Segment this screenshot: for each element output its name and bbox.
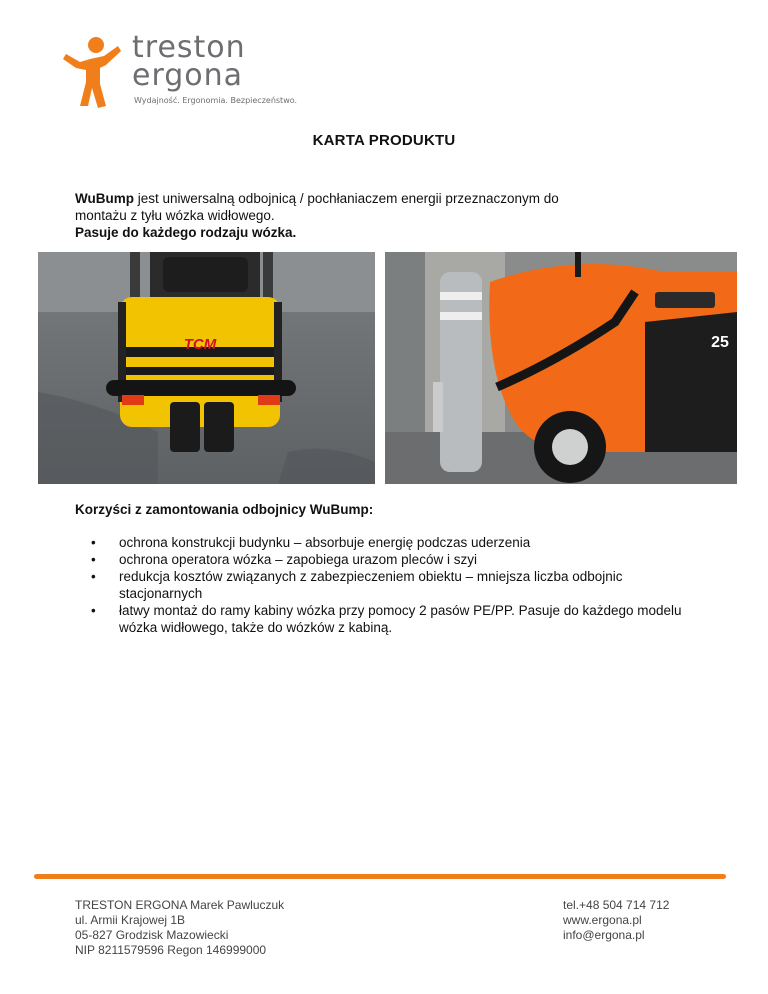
- tcm-logo-text: TCM: [183, 336, 217, 353]
- bullet-icon: •: [91, 603, 96, 618]
- bullet-icon: •: [91, 535, 96, 550]
- bullet-icon: •: [91, 569, 96, 584]
- intro-paragraph: [75, 190, 695, 241]
- footer-phone: tel.+48 504 714 712: [563, 898, 670, 912]
- forklift-photo-right: [385, 252, 737, 484]
- benefit-text: redukcja kosztów związanych z zabezpieczeniem obiektu – mniejsza liczba odbojnic stacjonarnych: [119, 569, 623, 601]
- footer-website: www.ergona.pl: [563, 913, 642, 927]
- company-logo: [60, 30, 298, 112]
- intro-line-1-text: jest uniwersalną odbojnicą / pochłaniaczem energii przeznaczonym do: [134, 191, 559, 206]
- footer-city: 05-827 Grodzisk Mazowiecki: [75, 928, 229, 942]
- footer-tax-ids: NIP 8211579596 Regon 146999000: [75, 943, 267, 957]
- benefits-heading: Korzyści z zamontowania odbojnicy WuBump:: [75, 502, 374, 517]
- brand-name: WuBump: [75, 191, 134, 206]
- bullet-icon: •: [91, 552, 96, 567]
- footer-email: info@ergona.pl: [563, 928, 645, 942]
- person-logo-icon: [60, 32, 126, 110]
- benefit-text: ochrona operatora wózka – zapobiega urazom pleców i szyi: [119, 552, 477, 567]
- footer-company-name: TRESTON ERGONA Marek Pawluczuk: [75, 898, 285, 912]
- intro-line-1: [75, 190, 695, 207]
- logo-line-2: ergona: [132, 58, 244, 93]
- logo-tagline: Wydajność. Ergonomia. Bezpieczeństwo.: [134, 96, 298, 105]
- intro-line-2: montażu z tyłu wózka widłowego.: [75, 208, 275, 223]
- footer-company-info: [75, 898, 284, 958]
- footer-divider: [34, 874, 726, 879]
- logo-wordmark: [132, 30, 246, 93]
- list-item: [91, 602, 691, 636]
- footer-street: ul. Armii Krajowej 1B: [75, 913, 186, 927]
- list-item: [91, 534, 691, 551]
- benefit-text: łatwy montaż do ramy kabiny wózka przy pomocy 2 pasów PE/PP. Pasuje do każdego modelu wózka widłowego, także do wózków z kabiną.: [119, 603, 682, 635]
- benefits-list: [91, 534, 691, 636]
- footer-contact-info: [563, 898, 669, 943]
- logo-line-1: treston: [132, 30, 246, 65]
- list-item: [91, 551, 691, 568]
- list-item: [91, 568, 691, 602]
- page-title: KARTA PRODUKTU: [312, 132, 456, 149]
- benefit-text: ochrona konstrukcji budynku – absorbuje energię podczas uderzenia: [119, 535, 531, 550]
- model-number-text: 25: [711, 334, 729, 351]
- intro-line-3: Pasuje do każdego rodzaju wózka.: [75, 225, 297, 240]
- forklift-photo-left: [38, 252, 375, 484]
